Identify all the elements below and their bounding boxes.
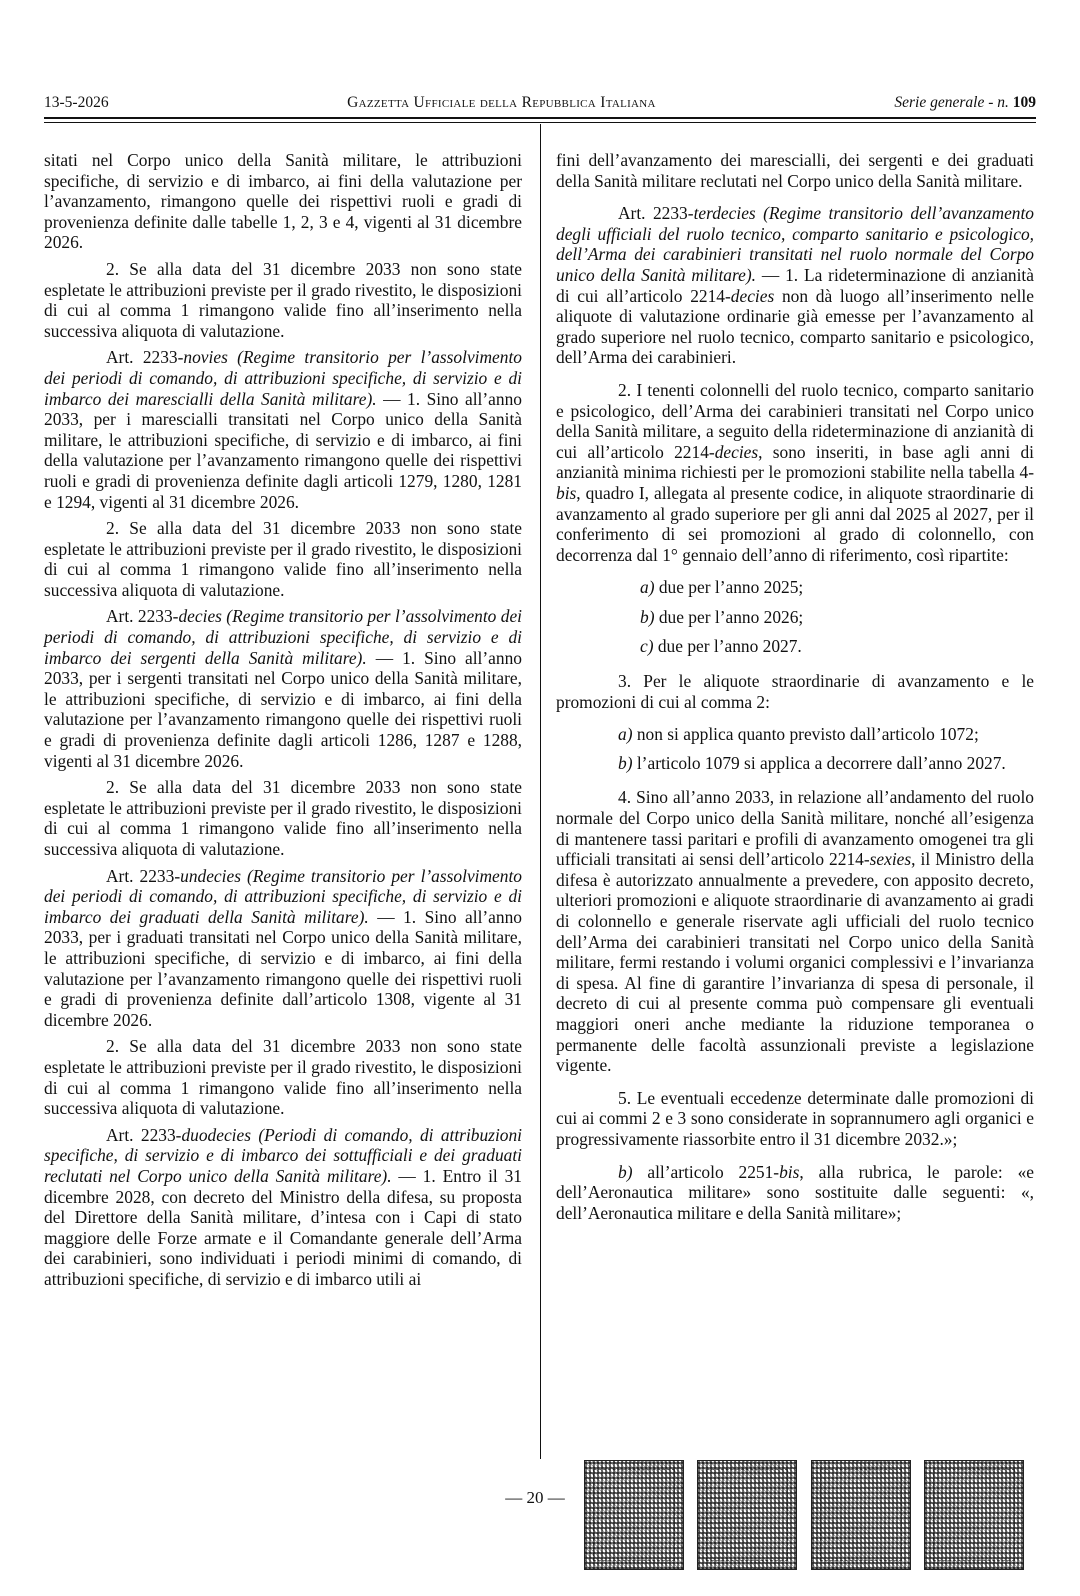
article-title: terdecies (Regime transitorio dell’avanzamento degli ufficiali del ruolo tecnico, comparto sanitario e psicologico, dell’Arma dei carabinieri transitati nel ruolo normale del Corpo unico della Sanità militare). [556,203,1035,285]
article-title: undecies (Regime transitorio per l’assolvimento dei periodi di comando, di attribuzioni specifiche, di servizio e di imbarco dei graduati della Sanità militare). [44,865,522,927]
paragraph-text: , il Ministro della difesa è autorizzato annualmente a prevedere, con apposito decreto, ulteriori promozioni e aliquote straordinarie di avanzamento ai gradi di colonnello e generale riservate agli ufficiali del ruolo tecnico dell’Arma dei carabinieri transitati nel Corpo unico della Sanità militare, fermi restando i volumi organici complessivi e l’invarianza di spesa. Al fine di garantire l’invarianza di spesa di personale, il decreto di cui al presente comma può compensare gli eventuali maggiori oneri anche mediante la riduzione temporanea o permanente delle facoltà assunzionali previste a legislazione vigente. [556,849,1034,1076]
barcode-3 [811,1460,911,1570]
list-item-text: non si applica quanto previsto dall’articolo 1072; [632,724,979,745]
article-paragraph [44,1125,522,1290]
page-header [44,94,1036,112]
list-item-text: due per l’anno 2027. [653,636,802,657]
list-item-letter: a) [640,577,655,598]
article-ref-suffix: decies [714,441,759,462]
table-ref-suffix: bis [556,482,577,503]
header-series-label: Serie generale - n. [894,94,1009,111]
article-text: — 1. Sino all’anno 2033, per i marescialli transitati nel Corpo unico della Sanità militare, le attribuzioni specifiche, di servizio e di imbarco, ai fini della valutazione per l’avanzamento rimangono quelle dei rispettivi ruoli e gradi di provenienza definite dagli articoli 1279, 1280, 1281 e 1294, vigenti al 31 dicembre 2026. [44,388,522,512]
article-text: — 1. Sino all’anno 2033, per i sergenti transitati nel Corpo unico della Sanità militare, le attribuzioni specifiche, di servizio e di imbarco, ai fini della valutazione per l’avanzamento rimangono quelle dei rispettivi ruoli e gradi di provenienza definite dagli articoli 1286, 1287 e 1288, vigenti al 31 dicembre 2026. [44,647,522,771]
paragraph [556,380,1034,565]
article-text: — 1. Sino all’anno 2033, per i graduati transitati nel Corpo unico della Sanità militare, le attribuzioni specifiche, di servizio e di imbarco, ai fini della valutazione per l’avanzamento rimangono quelle dei rispettivi ruoli e gradi di provenienza definite dall’articolo 1308, vigente al 31 dicembre 2026. [44,906,522,1030]
list-item-letter: a) [618,724,633,745]
article-ref-suffix: decies [730,285,775,306]
page-number: — 20 — [505,1488,565,1507]
paragraph-text: , alla rubrica, le parole: «e dell’Aeronautica militare» sono sostituite dalle seguenti: «, dell’Aeronautica militare e della Sanità militare»; [556,1161,1034,1223]
article-title: novies (Regime transitorio per l’assolvimento dei periodi di comando, di attribuzioni specifiche, di servizio e di imbarco dei marescialli della Sanità militare). [44,347,522,409]
list-item-text: due per l’anno 2026; [654,606,804,627]
article-text: — 1. La rideterminazione di anzianità di cui all’articolo 2214- [556,264,1034,306]
list-item-letter: c) [640,636,654,657]
list-item [556,724,1034,745]
paragraph: 2. Se alla data del 31 dicembre 2033 non sono state espletate le attribuzioni previste per il grado rivestito, le disposizioni di cui al comma 1 rimangono valide fino all’inserimento nella successiva aliquota di valutazione. [44,518,522,600]
header-date: 13-5-2026 [44,94,109,111]
paragraph-text: , sono inseriti, in base agli anni di anzianità minima richiesti per le promozioni stabilite nella tabella 4- [556,441,1034,483]
article-ref-suffix: sexies [869,849,912,870]
paragraph [556,1162,1034,1224]
paragraph: fini dell’avanzamento dei marescialli, dei sergenti e dei graduati della Sanità militare reclutati nel Corpo unico della Sanità militare. [556,150,1034,191]
barcode-1 [584,1460,684,1570]
list-item-letter: b) [640,606,655,627]
article-ref-suffix: bis [779,1161,800,1182]
article-title: duodecies (Periodi di comando, di attribuzioni specifiche, di servizio e di imbarco dei sottufficiali e dei graduati reclutati nel Corpo unico della Sanità militare). [44,1124,522,1186]
paragraph [556,787,1034,1075]
barcode-4 [924,1460,1024,1570]
article-paragraph [556,203,1034,368]
paragraph: 2. Se alla data del 31 dicembre 2033 non sono state espletate le attribuzioni previste per il grado rivestito, le disposizioni di cui al comma 1 rimangono valide fino all’inserimento nella successiva aliquota di valutazione. [44,1036,522,1119]
paragraph: 3. Per le aliquote straordinarie di avanzamento e le promozioni di cui al comma 2: [556,671,1034,712]
barcode-2 [697,1460,797,1570]
paragraph: sitati nel Corpo unico della Sanità militare, le attribuzioni specifiche, di servizio e di imbarco, ai fini della valutazione per l’avanzamento, rimangono quelle dei rispettivi ruoli e gradi di provenienza definite dalle tabelle 1, 2, 3 e 4, vigenti al 31 dicembre 2026. [44,150,522,253]
paragraph-text: 2. I tenenti colonnelli del ruolo tecnico, comparto sanitario e psicologico, dell’Arma dei carabinieri transitati nel Corpo unico della Sanità militare, a seguito della rideterminazione di anzianità di cui all’articolo 2214- [556,379,1034,462]
list-item [556,577,1034,598]
article-text: — 1. Entro il 31 dicembre 2028, con decreto del Ministro della difesa, su proposta del Direttore della Sanità militare, d’intesa con i Capi di stato maggiore delle Forze armate e il Comandante generale dell’Arma dei carabinieri, sono individuati i periodi minimi di comando, di attribuzioni specifiche, di servizio e di imbarco utili ai [44,1165,522,1289]
article-title: decies (Regime transitorio per l’assolvimento dei periodi di comando, di attribuzioni specifiche, di servizio e di imbarco dei sergenti della Sanità militare). [44,606,522,668]
list-item-letter: b) [618,1161,633,1182]
article-number: Art. 2233- [106,865,181,886]
article-paragraph [44,866,522,1031]
header-title: Gazzetta Ufficiale della Repubblica Italiana [347,94,656,111]
paragraph-text: all’articolo 2251- [632,1161,780,1182]
paragraph: 2. Se alla data del 31 dicembre 2033 non sono state espletate le attribuzioni previste per il grado rivestito, le disposizioni di cui al comma 1 rimangono valide fino all’inserimento nella successiva aliquota di valutazione. [44,258,522,341]
article-paragraph [44,347,522,512]
list-item [556,607,1034,628]
paragraph-text: , quadro I, allegata al presente codice, in aliquote straordinarie di avanzamento al grado superiore per gli anni dal 2025 al 2027, per il conferimento di sei promozioni al grado di colonnello, con decorrenza dal 1° gennaio dell’anno di riferimento, così ripartite: [556,482,1034,565]
header-series [894,94,1036,112]
list-item-letter: b) [618,752,633,773]
header-number: 109 [1012,94,1036,111]
article-number: Art. 2233- [106,606,179,627]
paragraph: 2. Se alla data del 31 dicembre 2033 non sono state espletate le attribuzioni previste per il grado rivestito, le disposizioni di cui al comma 1 rimangono valide fino all’inserimento nella successiva aliquota di valutazione. [44,777,522,859]
left-column [44,150,522,1295]
article-number: Art. 2233- [106,347,184,368]
header-rule-thin [44,122,1036,123]
list-item-text: due per l’anno 2025; [654,577,804,598]
paragraph-text: 4. Sino all’anno 2033, in relazione all’andamento del ruolo normale del Corpo unico della Sanità militare, nonché all’esigenza di mantenere tassi paritari e profili di avanzamento omogenei tra gli ufficiali transitati ai sensi dell’articolo 2214- [556,787,1034,870]
article-text: non dà luogo all’inserimento nelle aliquote di valutazione ordinarie già emesse per l’avanzamento al grado superiore nel ruolo tecnico, comparto sanitario e psicologico, dell’Arma dei carabinieri. [556,285,1034,368]
header-rule-thick [44,117,1036,119]
paragraph: 5. Le eventuali eccedenze determinate dalle promozioni di cui ai commi 2 e 3 sono considerate in soprannumero agli organici e progressivamente riassorbite entro il 31 dicembre 2032.»; [556,1087,1034,1149]
list-item [556,753,1034,774]
list-item-text: l’articolo 1079 si applica a decorrere dall’anno 2027. [632,752,1006,773]
article-number: Art. 2233- [618,203,694,224]
article-number: Art. 2233- [106,1124,182,1145]
right-column [556,150,1034,1229]
list-item [556,636,1034,657]
article-paragraph [44,606,522,771]
column-divider [540,124,541,1459]
